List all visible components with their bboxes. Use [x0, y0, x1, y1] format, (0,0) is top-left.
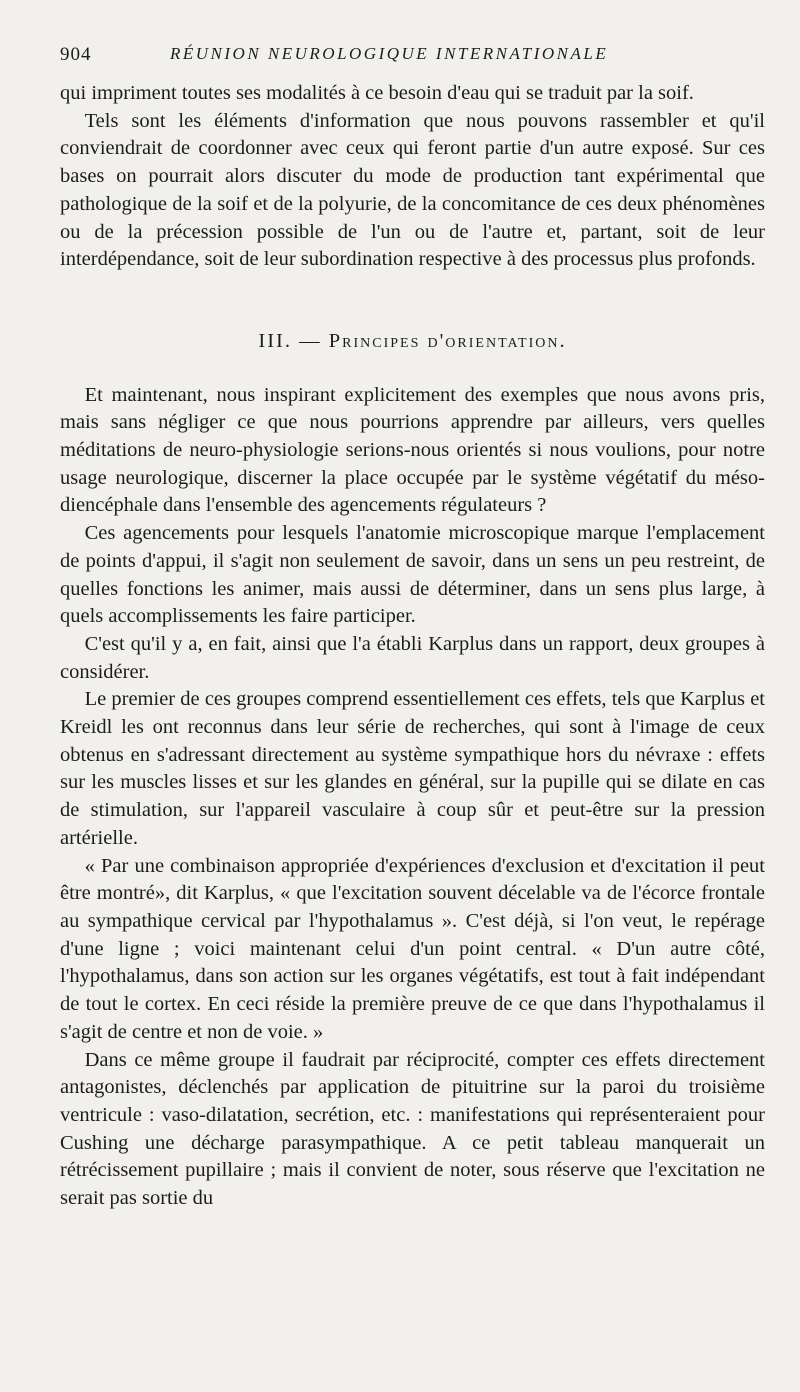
- section-heading: [60, 328, 765, 356]
- page-number: 904: [60, 44, 92, 65]
- section-number: III.: [258, 329, 292, 352]
- paragraph: Ces agencements pour lesquels l'anatomie microscopique marque l'emplacement de points d'appui, il s'agit non seulement de savoir, dans un sens un peu restreint, de quelles fonctions les animer, mais aussi de déterminer, dans un sens plus large, à quels accomplissements les faire participer.: [60, 522, 765, 628]
- section-dash: —: [299, 329, 322, 352]
- paragraph: Tels sont les éléments d'information que nous pouvons rassembler et qu'il conviendrait de coordonner avec ceux qui feront partie d'un autre exposé. Sur ces bases on pourrait alors discuter du mode de production tant expérimental que pathologique de la soif et de la polyurie, de la concomitance de ces deux phénomènes ou de la précession possible de l'un ou de l'autre et, partant, soit de leur interdépendance, soit de leur subordination respective à des processus plus profonds.: [60, 109, 765, 271]
- paragraph: Le premier de ces groupes comprend essentiellement ces effets, tels que Karplus et Kreidl les ont reconnus dans leur série de recherches, qui sont à l'image de ceux obtenus en s'adressant directement au système sympathique hors du névraxe : effets sur les muscles lisses et sur les glandes en général, sur la pupille qui se dilate en cas de stimulation, sur l'appareil vasculaire à coup sûr et peut-être sur la pression artérielle.: [60, 688, 765, 849]
- paragraph: C'est qu'il y a, en fait, ainsi que l'a établi Karplus dans un rapport, deux groupes à considérer.: [60, 632, 765, 683]
- body-text: [60, 80, 765, 1213]
- running-title: RÉUNION NEUROLOGIQUE INTERNATIONALE: [170, 44, 609, 63]
- page-header: [60, 44, 765, 74]
- paragraphs-bottom: [60, 382, 765, 1213]
- paragraph: Et maintenant, nous inspirant explicitement des exemples que nous avons pris, mais sans négliger ce que nous pourrions apprendre par ailleurs, vers quelles méditations de neuro-physiologie serions-nous orientés si nous voulions, pour notre usage neurologique, discerner la place occupée par le système végétatif du méso-diencéphale dans l'ensemble des agencements régulateurs ?: [60, 383, 765, 517]
- paragraph: Dans ce même groupe il faudrait par réciprocité, compter ces effets directement antagonistes, déclenchés par application de pituitrine sur la paroi du troisième ventricule : vaso-dilatation, secrétion, etc. : manifestations qui représenteraient pour Cushing une décharge parasympathique. A ce petit tableau manquerait un rétrécissement pupillaire ; mais il convient de noter, sous réserve que l'excitation ne serait pas sortie du: [60, 1048, 765, 1210]
- paragraph: qui impriment toutes ses modalités à ce besoin d'eau qui se traduit par la soif.: [60, 82, 694, 104]
- section-title: Principes d'orientation.: [328, 329, 567, 352]
- paragraph: « Par une combinaison appropriée d'expériences d'exclusion et d'excitation il peut être montré», dit Karplus, « que l'excitation souvent décelable va de l'écorce frontale au sympathique cervical par l'hypothalamus ». C'est déjà, si l'on veut, le repérage d'une ligne ; voici maintenant celui d'un point central. « D'un autre côté, l'hypothalamus, dans son action sur les organes végétatifs, est tout à fait indépendant de tout le cortex. En ceci réside la première preuve de ce que dans l'hypothalamus il s'agit de centre et non de voie. »: [60, 854, 765, 1043]
- paragraphs-top: [60, 80, 765, 274]
